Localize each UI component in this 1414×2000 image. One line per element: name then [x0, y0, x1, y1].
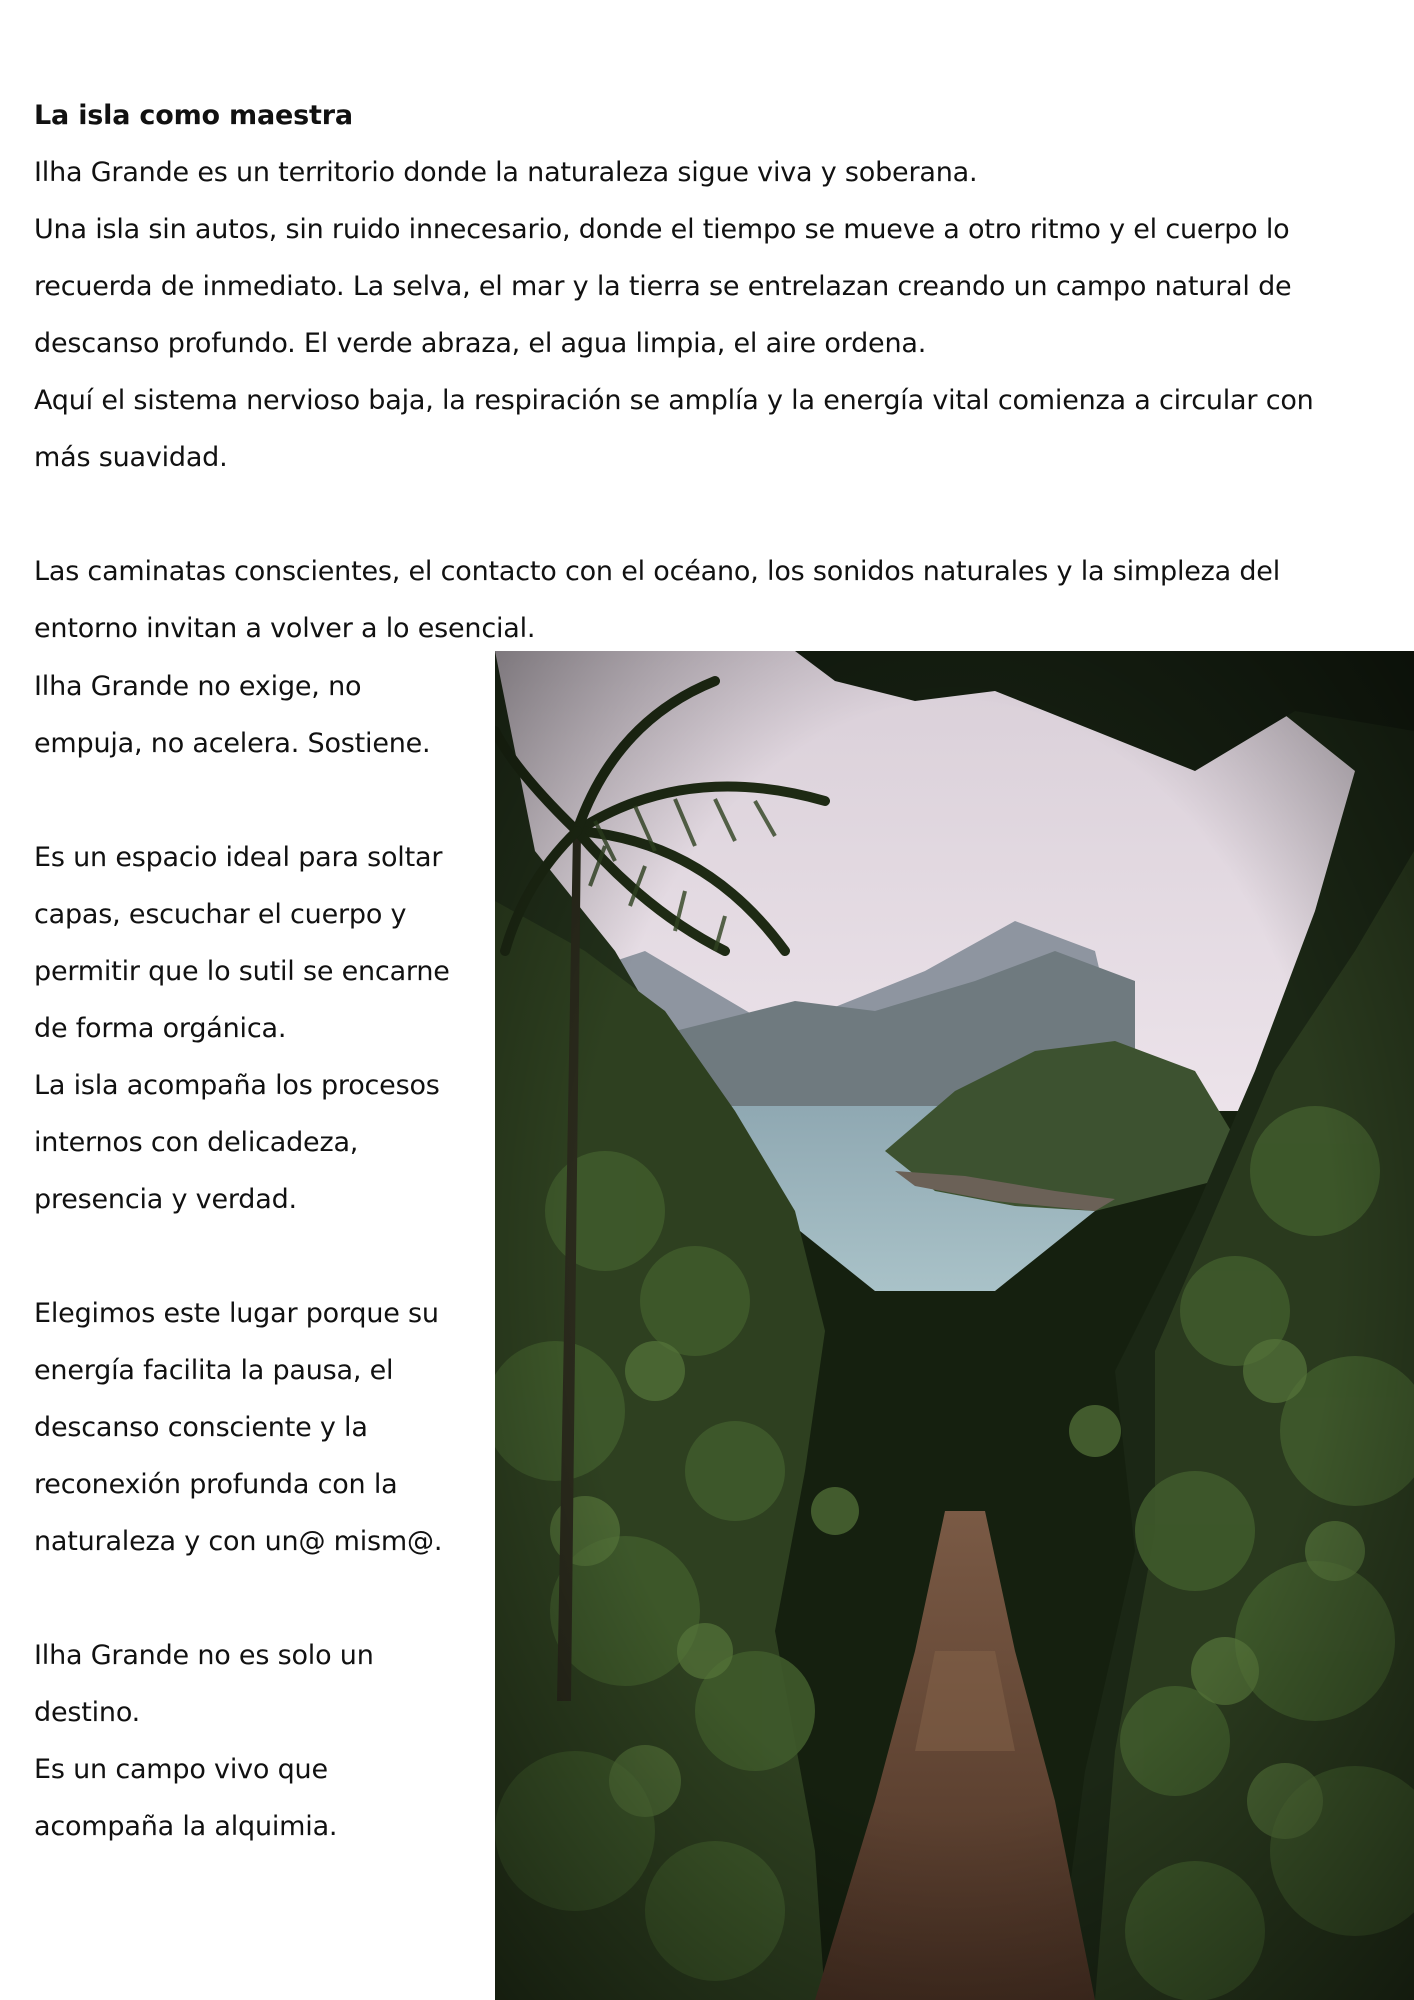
paragraph-line: acompaña la alquimia. — [34, 1811, 338, 1842]
blank-line — [34, 772, 484, 829]
paragraph-line: destino. — [34, 1697, 141, 1728]
paragraph-line: de forma orgánica. — [34, 1013, 287, 1044]
paragraph-line: reconexión profunda con la — [34, 1469, 398, 1500]
paragraph-line: Es un espacio ideal para soltar — [34, 842, 443, 873]
paragraph-line: descanso profundo. El verde abraza, el agua limpia, el aire ordena. — [34, 328, 927, 359]
paragraph-line: presencia y verdad. — [34, 1184, 297, 1215]
paragraph-line: Una isla sin autos, sin ruido innecesario, donde el tiempo se mueve a otro ritmo y el cuerpo lo — [34, 214, 1290, 245]
paragraph-line: naturaleza y con un@ mism@. — [34, 1526, 443, 1557]
paragraph-line: permitir que lo sutil se encarne — [34, 956, 450, 987]
paragraph-line: Ilha Grande no es solo un — [34, 1640, 374, 1671]
section-title: La isla como maestra — [34, 100, 353, 131]
paragraph-line: La isla acompaña los procesos — [34, 1070, 440, 1101]
blank-line — [34, 1570, 484, 1627]
intro-section — [34, 87, 1394, 657]
paragraph-line: Elegimos este lugar porque su — [34, 1298, 439, 1329]
paragraph-line: capas, escuchar el cuerpo y — [34, 899, 407, 930]
paragraph-line: Es un campo vivo que — [34, 1754, 328, 1785]
paragraph-line: Ilha Grande no exige, no — [34, 671, 362, 702]
blank-line — [34, 486, 1394, 543]
blank-line — [34, 1228, 484, 1285]
paragraph-line: empuja, no acelera. Sostiene. — [34, 728, 431, 759]
paragraph-line: más suavidad. — [34, 442, 228, 473]
paragraph-line: Aquí el sistema nervioso baja, la respiración se amplía y la energía vital comienza a circular con — [34, 385, 1314, 416]
paragraph-line: descanso consciente y la — [34, 1412, 368, 1443]
paragraph-line: Ilha Grande es un territorio donde la naturaleza sigue viva y soberana. — [34, 157, 978, 188]
paragraph-line: energía facilita la pausa, el — [34, 1355, 394, 1386]
paragraph-line: Las caminatas conscientes, el contacto con el océano, los sonidos naturales y la simpleza del — [34, 556, 1281, 587]
column-text — [34, 658, 484, 1855]
paragraph-line: entorno invitan a volver a lo esencial. — [34, 613, 536, 644]
paragraph-line: internos con delicadeza, — [34, 1127, 359, 1158]
paragraph-line: recuerda de inmediato. La selva, el mar y la tierra se entrelazan creando un campo natural de — [34, 271, 1292, 302]
jungle-path-to-sea-photo — [495, 651, 1414, 2000]
